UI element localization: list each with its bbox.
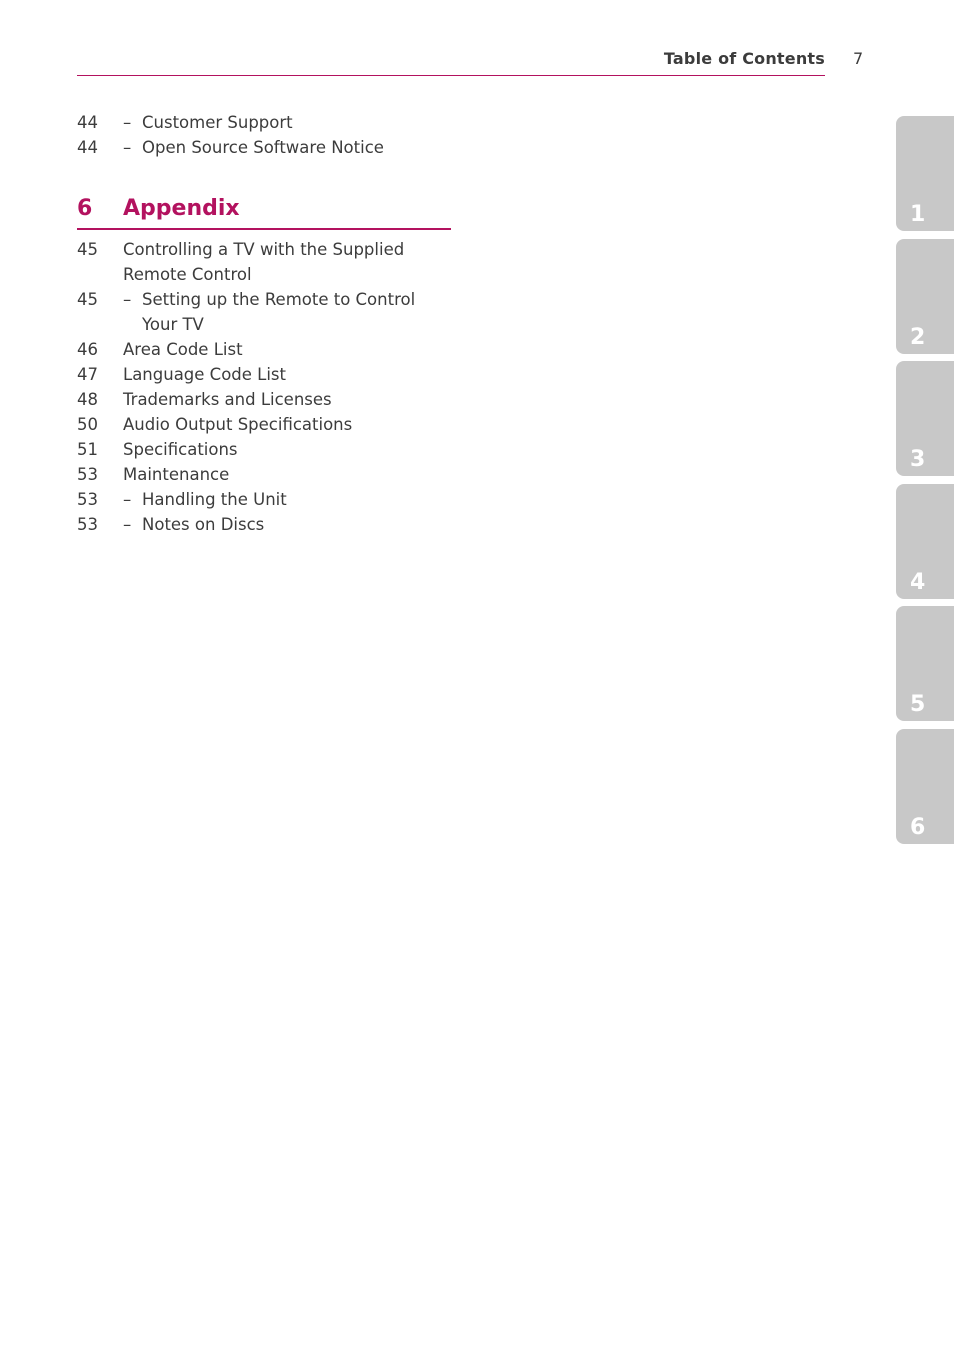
toc-entry-label xyxy=(123,437,451,462)
chapter-tab-label: 2 xyxy=(910,324,926,350)
toc-entry-text: Specifications xyxy=(123,440,238,459)
toc-list-top xyxy=(77,110,384,160)
toc-entry-label xyxy=(123,362,451,387)
toc-entry-text: Trademarks and Licenses xyxy=(123,390,332,409)
toc-entry[interactable] xyxy=(77,462,451,487)
toc-page-number: 46 xyxy=(77,340,98,359)
chapter-tab-5[interactable] xyxy=(896,606,954,721)
toc-entry-label xyxy=(123,287,451,337)
sub-entry-dash: – xyxy=(123,490,132,509)
chapter-tab-label: 3 xyxy=(910,447,926,472)
chapter-tab-3[interactable] xyxy=(896,361,954,476)
section-title: Appendix xyxy=(123,196,240,221)
toc-entry[interactable] xyxy=(77,287,451,337)
toc-page-number: 45 xyxy=(77,290,98,309)
toc-page-number: 53 xyxy=(77,515,98,534)
chapter-tab-4[interactable] xyxy=(896,484,954,599)
toc-entry[interactable] xyxy=(77,337,451,362)
toc-entry-label xyxy=(123,110,384,135)
toc-entry[interactable] xyxy=(77,110,384,135)
toc-page-number: 44 xyxy=(77,113,98,132)
toc-page-number: 51 xyxy=(77,440,98,459)
toc-page-number: 53 xyxy=(77,465,98,484)
sub-entry-dash: – xyxy=(123,113,132,132)
toc-entry[interactable] xyxy=(77,237,451,287)
chapter-tab-label: 6 xyxy=(910,814,926,840)
section-heading xyxy=(77,194,451,230)
toc-entry[interactable] xyxy=(77,412,451,437)
chapter-tab-label: 1 xyxy=(910,202,926,227)
toc-entry[interactable] xyxy=(77,487,451,512)
sub-entry-dash: – xyxy=(123,290,132,309)
chapter-tab-6[interactable] xyxy=(896,729,954,844)
toc-entry-text: Open Source Software Notice xyxy=(142,138,384,157)
toc-list-appendix xyxy=(77,237,451,537)
toc-entry[interactable] xyxy=(77,437,451,462)
sub-entry-dash: – xyxy=(123,138,132,157)
toc-entry-label xyxy=(123,412,451,437)
chapter-tab-label: 5 xyxy=(910,692,926,717)
toc-entry-text: Handling the Unit xyxy=(142,490,287,509)
page-number: 7 xyxy=(853,49,864,68)
toc-entry-text: Maintenance xyxy=(123,465,230,484)
toc-page-number: 44 xyxy=(77,138,98,157)
toc-entry-text: Customer Support xyxy=(142,113,293,132)
toc-entry-text: Controlling a TV with the Supplied Remote Control xyxy=(123,240,405,284)
toc-entry-label xyxy=(123,387,451,412)
toc-page-number: 47 xyxy=(77,365,98,384)
toc-entry-label xyxy=(123,135,384,160)
header-title: Table of Contents xyxy=(663,49,825,68)
chapter-tab-label: 4 xyxy=(910,569,926,595)
toc-entry-text: Setting up the Remote to Control Your TV xyxy=(142,290,416,334)
toc-entry[interactable] xyxy=(77,135,384,160)
toc-entry-label xyxy=(123,237,451,287)
chapter-tab-2[interactable] xyxy=(896,239,954,354)
toc-entry[interactable] xyxy=(77,387,451,412)
chapter-tab-1[interactable] xyxy=(896,116,954,231)
toc-entry-label xyxy=(123,337,451,362)
toc-page-number: 50 xyxy=(77,415,98,434)
toc-entry-text: Audio Output Specifications xyxy=(123,415,353,434)
toc-entry-label xyxy=(123,512,451,537)
header-rule xyxy=(77,75,825,76)
toc-entry-text: Notes on Discs xyxy=(142,515,265,534)
toc-entry-label xyxy=(123,462,451,487)
section-number: 6 xyxy=(77,196,93,221)
toc-page-number: 48 xyxy=(77,390,98,409)
toc-entry[interactable] xyxy=(77,362,451,387)
toc-entry-text: Area Code List xyxy=(123,340,243,359)
toc-entry-text: Language Code List xyxy=(123,365,287,384)
sub-entry-dash: – xyxy=(123,515,132,534)
toc-entry[interactable] xyxy=(77,512,451,537)
toc-entry-label xyxy=(123,487,451,512)
toc-page-number: 45 xyxy=(77,240,98,259)
toc-page-number: 53 xyxy=(77,490,98,509)
